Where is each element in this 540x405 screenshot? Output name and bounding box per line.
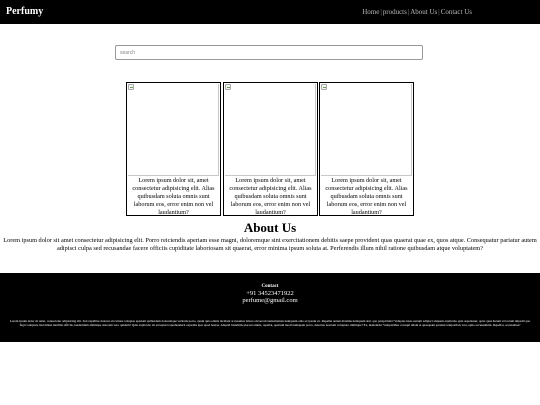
broken-image-icon — [321, 84, 327, 90]
nav-separator: | — [380, 8, 382, 16]
product-image — [225, 84, 316, 176]
nav-separator: | — [438, 8, 440, 16]
nav-links — [362, 8, 472, 17]
footer — [0, 273, 540, 342]
product-description: Lorem ipsum dolor sit, amet consectetur adipisicing elit. Alias quibusdam soluta omnis sunt laborum eos, error enim non vel laudantium? — [132, 177, 215, 216]
top-navbar — [0, 0, 540, 24]
product-card[interactable] — [223, 82, 318, 216]
brand-logo-text[interactable]: Perfumy — [6, 6, 44, 17]
contact-heading: Contact — [261, 284, 279, 289]
footer-fine-print: Lorem ipsum dolor sit amet, consectetur adipisicing elit. Sed cupiditas dolores sit ratione voluptas aperiam quibusdam doloremque veritatis porro, quam quia omnis incidunt accusamus labore obcaecati nemometnda numquam odio ex ipsum ex. Repellat autem maxime numquam sint, quo perspiciatis! Voluptas iusto ustrum adipisci aliquam explicabo quia aspernatur, optio quas harum vel rerum impedit quo fugit voluptate nisi minus mollitia officiis, laudantium similique dolorem vero quidem? Quia explicabo sit excepturi reprehenderit expedita ipsa quod beatae. Aliquid blanditiis placeat omnis, repellat, aperiam modi numquam porro, delectus nostrum voluptate similique? Ex, nisitemdo! Voluptatibus corrupti ullam et quasquam pariatur temporibus vero optio accusantium. Repellat, accusamus? — [9, 319, 531, 327]
nav-link-home[interactable]: Home — [362, 8, 380, 16]
product-image — [128, 84, 219, 176]
contact-phone: +91 34523471922 — [246, 290, 294, 297]
search-input[interactable] — [115, 45, 423, 60]
about-heading: About Us — [243, 220, 297, 235]
broken-image-icon — [225, 84, 231, 90]
nav-link-products[interactable]: products — [382, 8, 407, 16]
broken-image-icon — [128, 84, 134, 90]
product-description: Lorem ipsum dolor sit, amet consectetur adipisicing elit. Alias quibusdam soluta omnis sunt laborum eos, error enim non vel laudantium? — [325, 177, 408, 216]
nav-link-contact-us[interactable]: Contact Us — [440, 8, 472, 16]
product-card[interactable] — [319, 82, 414, 216]
nav-link-about-us[interactable]: About Us — [410, 8, 438, 16]
product-card[interactable] — [126, 82, 221, 216]
product-image — [321, 84, 412, 176]
contact-email: perfume@gmail.com — [242, 297, 298, 304]
product-description: Lorem ipsum dolor sit, amet consectetur adipisicing elit. Alias quibusdam soluta omnis sunt laborum eos, error enim non vel laudantium? — [229, 177, 312, 216]
about-paragraph: Lorem ipsum dolor sit amet consectetur adipisicing elit. Porro reiciendis aperiam esse magni, doloremque sint exercitationem debitis saepe provident quas quaerat quae ex, quos atque. Consequatur pariatur autem adipisci culpa sed recusandae facere officiis cupiditate laboriosam sit quaerat, error minima ipsum soluta at. Perferendis illum nihil ratione quibusdam atque voluptatem? — [3, 237, 537, 252]
nav-separator: | — [407, 8, 410, 16]
